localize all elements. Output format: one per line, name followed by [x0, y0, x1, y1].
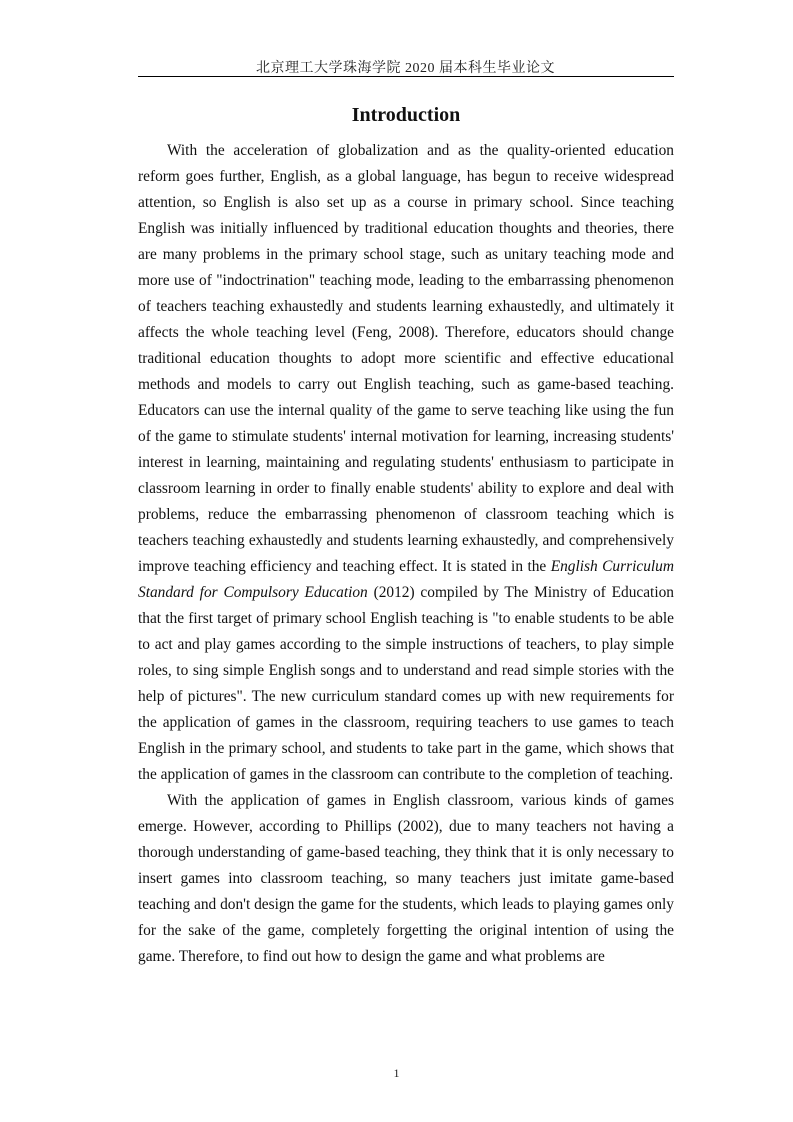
- paragraph-1: [138, 138, 674, 788]
- paragraph-1-text-a: With the acceleration of globalization and as the quality-oriented education reform goes further, English, as a global language, has begun to receive widespread attention, so English is also set up as a course in primary school. Since teaching English was initially influenced by traditional education thoughts and theories, there are many problems in the primary school stage, such as unitary teaching mode and more use of "indoctrination" teaching mode, leading to the embarrassing phenomenon of teachers teaching exhaustedly and students learning exhaustedly, and ultimately it affects the whole teaching level (Feng, 2008). Therefore, educators should change traditional education thoughts to adopt more scientific and effective educational methods and models to carry out English teaching, such as game-based teaching. Educators can use the internal quality of the game to serve teaching like using the fun of the game to stimulate students' internal motivation for learning, increasing students' interest in learning, maintaining and regulating students' enthusiasm to participate in classroom learning in order to finally enable students' ability to explore and deal with problems, reduce the embarrassing phenomenon of classroom teaching which is teachers teaching exhaustedly and students learning exhaustedly, and comprehensively improve teaching efficiency and teaching effect. It is stated in the: [138, 142, 674, 575]
- body-text: [138, 138, 674, 970]
- paragraph-1-text-b: (2012) compiled by The Ministry of Education that the first target of primary school English teaching is "to enable students to be able to act and play games according to the simple instructions of teachers, to play simple roles, to sing simple English songs and to understand and read simple stories with the help of pictures". The new curriculum standard comes up with new requirements for the application of games in the classroom, requiring teachers to use games to teach English in the primary school, and students to take part in the game, which shows that the application of games in the classroom can contribute to the completion of teaching.: [138, 584, 674, 783]
- paragraph-2-text: With the application of games in English classroom, various kinds of games emerge. However, according to Phillips (2002), due to many teachers not having a thorough understanding of game-based teaching, they think that it is only necessary to insert games into classroom teaching, so many teachers just imitate game-based teaching and don't design the game for the students, which leads to playing games only for the sake of the game, completely forgetting the original intention of using the game. Therefore, to find out how to design the game and what problems are: [138, 792, 674, 965]
- header-divider: [138, 76, 674, 77]
- running-header: 北京理工大学珠海学院 2020 届本科生毕业论文: [256, 61, 555, 76]
- section-title: Introduction: [351, 104, 461, 126]
- curriculum-standard-title: English Curriculum Standard for Compulsory Education: [138, 558, 674, 601]
- paragraph-2: [138, 788, 674, 970]
- page-number: 1: [393, 1066, 400, 1080]
